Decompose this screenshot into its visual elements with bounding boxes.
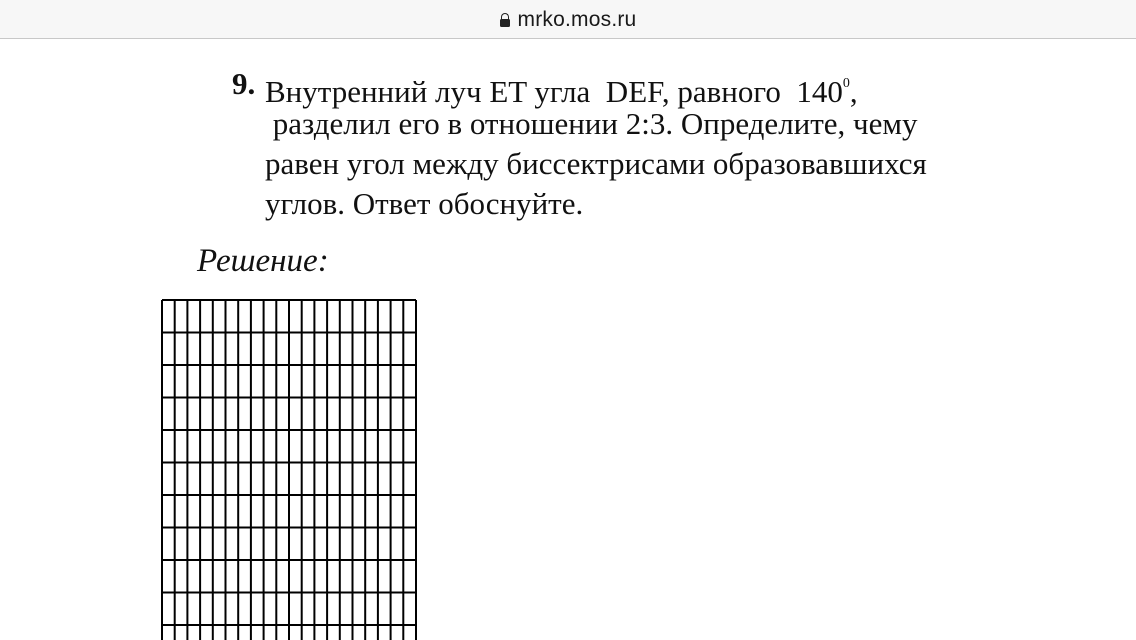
browser-address-bar[interactable]	[0, 0, 1136, 39]
task-text-line-3: равен угол между биссектрисами образовавшихся	[265, 146, 927, 181]
task-text-line-4: углов. Ответ обоснуйте.	[265, 186, 584, 221]
degree-mark: 0	[842, 76, 850, 91]
task-line-1-end: ,	[849, 74, 858, 109]
lock-icon	[500, 13, 510, 27]
task-number: 9.	[232, 66, 256, 101]
url-display[interactable]	[0, 7, 1136, 33]
task-line-1-text: Внутренний луч ET угла DEF, равного 140	[265, 74, 843, 109]
url-text: mrko.mos.ru	[517, 8, 637, 31]
document-page	[0, 40, 1136, 640]
solution-label: Решение:	[197, 243, 329, 279]
answer-grid[interactable]	[161, 299, 417, 640]
task-text-line-2: разделил его в отношении 2:3. Определите, чему	[265, 106, 918, 141]
